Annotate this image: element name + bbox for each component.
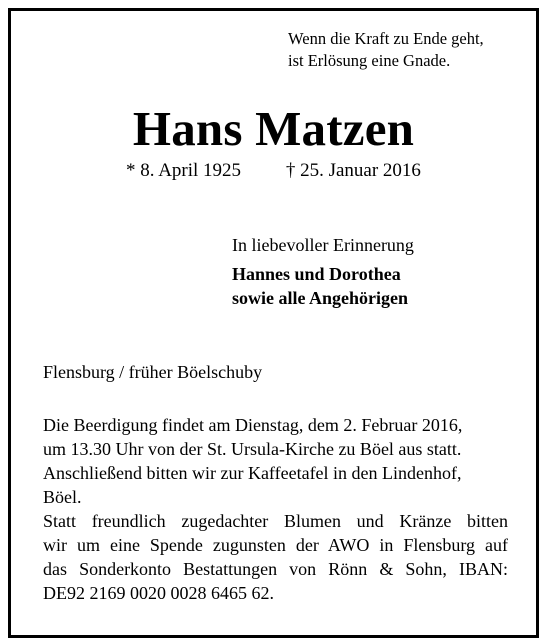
mourners xyxy=(232,262,408,310)
funeral-details xyxy=(43,413,508,509)
birth-date: * 8. April 1925 xyxy=(126,160,242,181)
motto-line-2: ist Erlösung eine Gnade. xyxy=(288,51,451,70)
donation-line-3: das Sonderkonto Bestattungen von Rönn & Sohn, IBAN: xyxy=(43,559,508,579)
remembrance-text: In liebevoller Erinnerung xyxy=(232,235,414,255)
donation-line-2: wir um eine Spende zugunsten der AWO in Flensburg auf xyxy=(43,535,508,555)
donation-request xyxy=(43,509,508,605)
funeral-line-3: Anschließend bitten wir zur Kaffeetafel in den Lindenhof, xyxy=(43,463,462,483)
mourner-line-1: Hannes und Dorothea xyxy=(232,264,401,284)
funeral-line-2: um 13.30 Uhr von der St. Ursula-Kirche zu Böel aus statt. xyxy=(43,439,462,459)
donation-line-1: Statt freundlich zugedachter Blumen und Kränze bitten xyxy=(43,511,508,531)
donation-line-4: DE92 2169 0020 0028 6465 62. xyxy=(43,583,274,603)
motto-quote xyxy=(288,28,484,72)
funeral-line-1: Die Beerdigung findet am Dienstag, dem 2. Februar 2016, xyxy=(43,415,463,435)
motto-line-1: Wenn die Kraft zu Ende geht, xyxy=(288,29,484,48)
place-of-residence: Flensburg / früher Böelschuby xyxy=(43,362,263,382)
death-date: † 25. Januar 2016 xyxy=(285,160,421,181)
mourner-line-2: sowie alle Angehörigen xyxy=(232,288,408,308)
life-dates xyxy=(126,157,421,185)
funeral-line-4: Böel. xyxy=(43,487,82,507)
deceased-name: Hans Matzen xyxy=(132,101,415,156)
